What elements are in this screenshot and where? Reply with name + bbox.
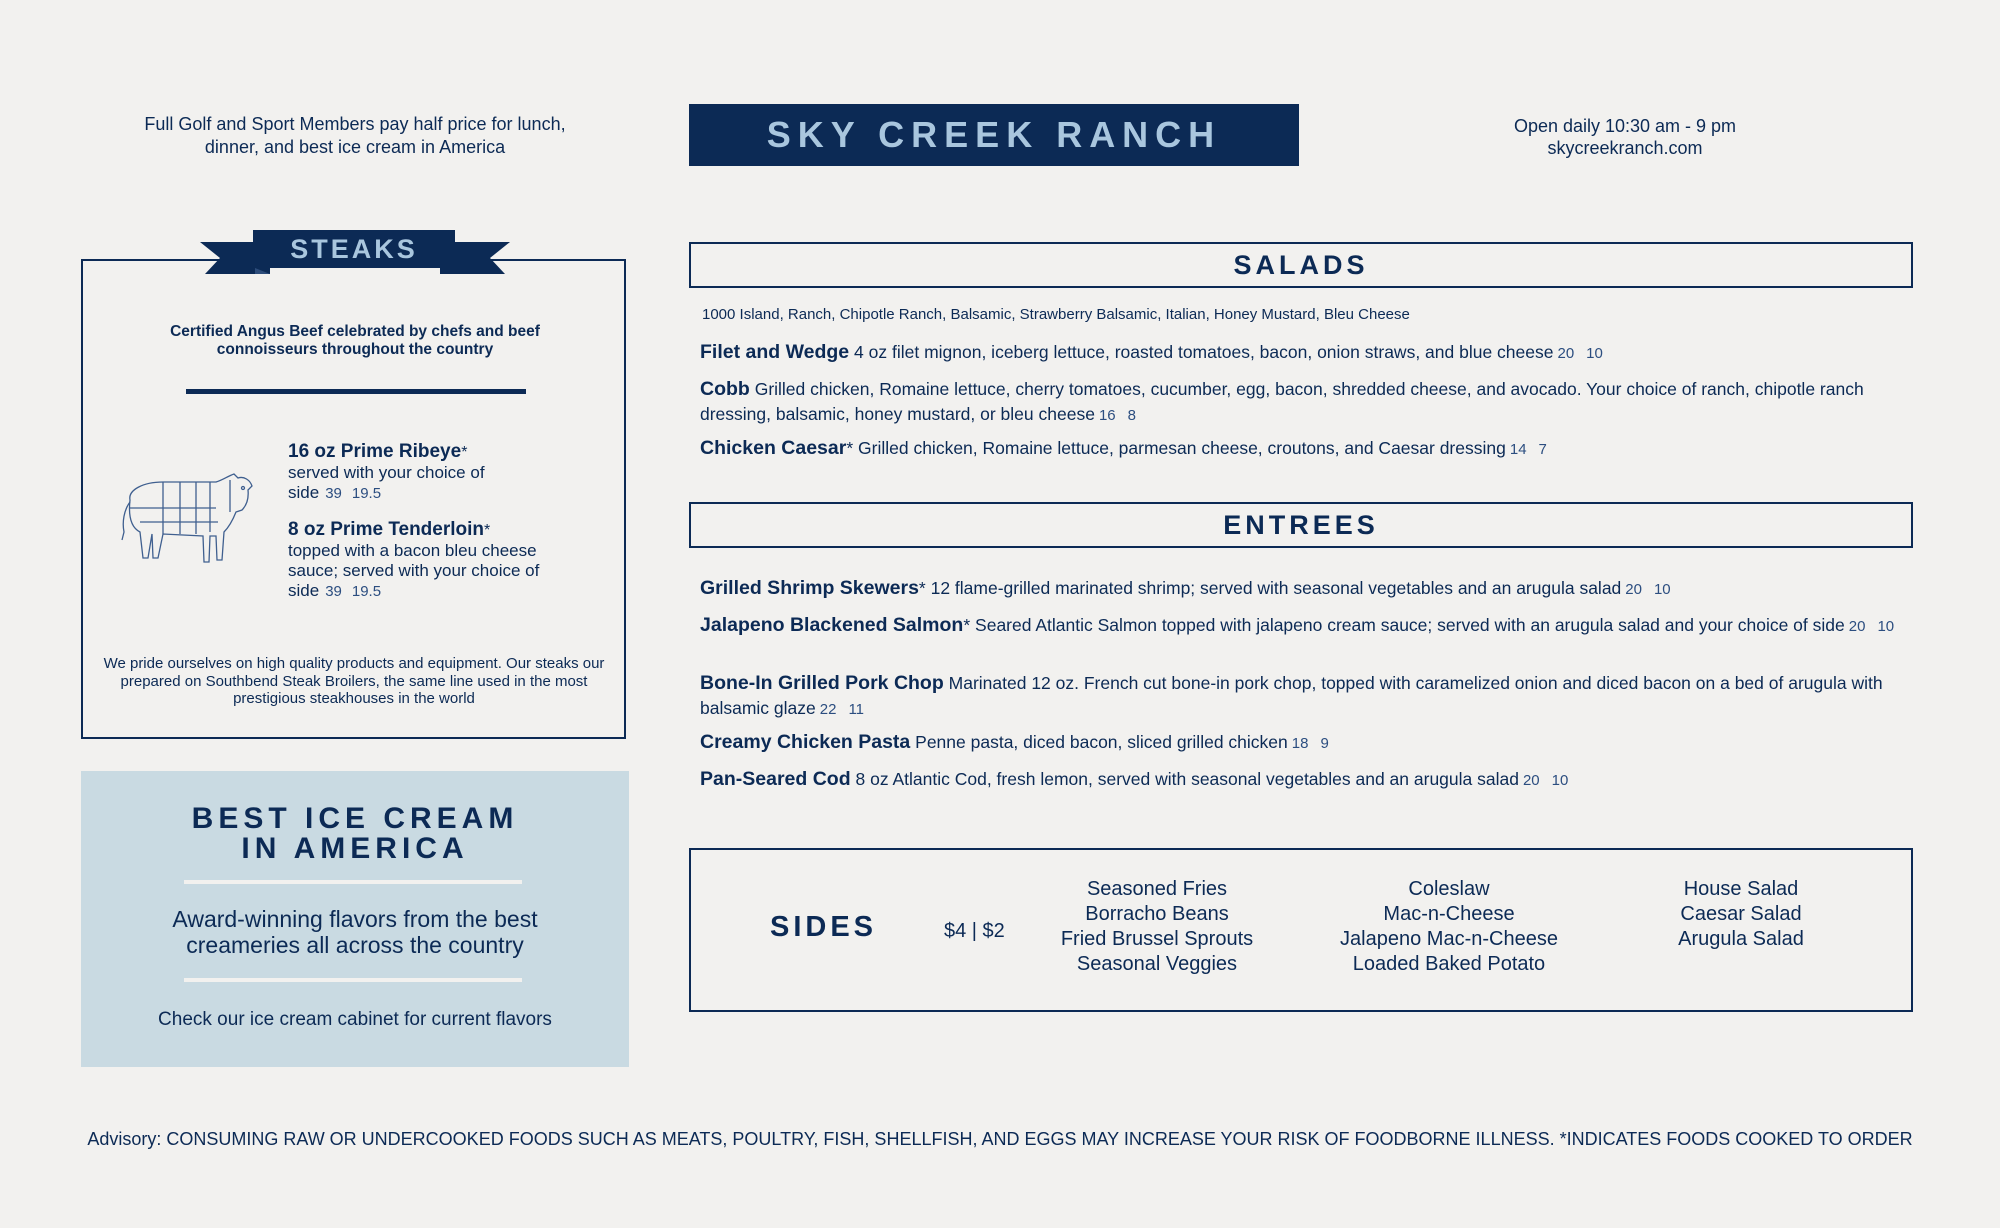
sides-column (1324, 877, 1574, 977)
price-half: 7 (1538, 441, 1547, 458)
item-desc: 8 oz Atlantic Cod, fresh lemon, served with seasonal vegetables and an arugula salad (855, 769, 1519, 789)
menu-item (700, 340, 1905, 366)
menu-item (700, 613, 1905, 639)
side-item: Arugula Salad (1678, 928, 1804, 950)
menu-item (288, 441, 578, 504)
item-name: Grilled Shrimp Skewers (700, 577, 919, 599)
item-name: Cobb (700, 378, 750, 400)
restaurant-title: SKY CREEK RANCH (766, 114, 1222, 155)
item-name: 16 oz Prime Ribeye (288, 441, 462, 462)
item-desc: Penne pasta, diced bacon, sliced grilled chicken (915, 732, 1288, 752)
item-name: Filet and Wedge (700, 341, 850, 363)
menu-item (700, 730, 1905, 756)
price-half: 11 (848, 701, 865, 718)
item-desc: 4 oz filet mignon, iceberg lettuce, roasted tomatoes, bacon, onion straws, and blue cheese (854, 342, 1554, 362)
price-full: 39 (325, 583, 342, 600)
item-name: Bone-In Grilled Pork Chop (700, 672, 944, 694)
food-advisory: Advisory: CONSUMING RAW OR UNDERCOOKED FOODS SUCH AS MEATS, POULTRY, FISH, SHELLFISH, AND EGGS MAY INCREASE YOUR RISK OF FOODBORNE ILLNESS. *INDICATES FOODS COOKED TO ORDER (87, 1129, 1913, 1149)
menu-item (288, 519, 578, 602)
steaks-heading: STEAKS (253, 230, 455, 268)
price-half: 10 (1551, 772, 1569, 789)
steaks-certified-note: Certified Angus Beef celebrated by chefs and beef connoisseurs throughout the country (170, 323, 540, 358)
price-half: 9 (1320, 735, 1329, 752)
side-item: Loaded Baked Potato (1352, 953, 1546, 975)
divider (186, 389, 526, 394)
item-name: Creamy Chicken Pasta (700, 731, 911, 753)
side-item: Borracho Beans (1085, 903, 1229, 925)
side-item: Jalapeno Mac-n-Cheese (1340, 928, 1558, 950)
menu-item (700, 671, 1905, 722)
side-item: Fried Brussel Sprouts (1060, 928, 1254, 950)
hours-block (1430, 115, 1820, 159)
cooked-to-order-mark: * (846, 438, 854, 458)
sides-column (1616, 877, 1866, 952)
item-desc: served with your choice of side (288, 463, 485, 502)
price-half: 10 (1653, 581, 1671, 598)
item-name: Pan-Seared Cod (700, 768, 851, 790)
menu-item (700, 576, 1905, 602)
price-half: 10 (1877, 618, 1895, 635)
website-link[interactable]: skycreekranch.com (1547, 138, 1703, 158)
section-title: SALADS (1233, 249, 1369, 280)
menu-item (700, 377, 1905, 428)
side-item: Mac-n-Cheese (1383, 903, 1515, 925)
sides-heading: SIDES (770, 911, 878, 943)
price-full: 20 (1625, 581, 1642, 598)
price-half: 19.5 (351, 583, 382, 600)
side-item: House Salad (1683, 878, 1799, 900)
side-item: Seasoned Fries (1086, 878, 1228, 900)
item-name: 8 oz Prime Tenderloin (288, 519, 485, 540)
title-line: BEST ICE CREAM (191, 802, 519, 835)
entrees-header (689, 502, 1913, 548)
title-line: IN AMERICA (241, 832, 469, 865)
sides-column (1032, 877, 1282, 977)
price-half: 19.5 (351, 485, 382, 502)
item-desc: Grilled chicken, Romaine lettuce, cherry tomatoes, cucumber, egg, bacon, shredded cheese, and avocado. Your choice of ranch, chipotle ranch dressing, balsamic, honey mustard, or bleu cheese (700, 379, 1864, 424)
cooked-to-order-mark: * (484, 522, 491, 539)
cooked-to-order-mark: * (963, 615, 971, 635)
item-desc: Marinated 12 oz. French cut bone-in pork chop, topped with caramelized onion and diced bacon on a bed of arugula with balsamic glaze (700, 673, 1883, 718)
section-title: ENTREES (1223, 509, 1379, 540)
side-item: Coleslaw (1408, 878, 1490, 900)
side-item: Caesar Salad (1680, 903, 1802, 925)
cooked-to-order-mark: * (918, 578, 926, 598)
price-full: 39 (325, 485, 342, 502)
item-name: Jalapeno Blackened Salmon (700, 614, 964, 636)
item-desc: topped with a bacon bleu cheese sauce; served with your choice of side (288, 541, 540, 600)
cow-cuts-icon (118, 470, 258, 570)
ice-cream-footer: Check our ice cream cabinet for current flavors (158, 1009, 552, 1030)
price-full: 20 (1848, 618, 1866, 635)
side-item: Seasonal Veggies (1076, 953, 1238, 975)
ice-cream-title (81, 804, 629, 864)
salads-header (689, 242, 1913, 288)
item-name: Chicken Caesar (700, 437, 847, 459)
title-banner (689, 104, 1299, 166)
ice-cream-desc: Award-winning flavors from the best creameries all across the country (172, 906, 538, 958)
price-full: 16 (1098, 407, 1116, 424)
item-desc: 12 flame-grilled marinated shrimp; served with seasonal vegetables and an arugula salad (930, 578, 1622, 598)
price-full: 18 (1291, 735, 1309, 752)
member-note: Full Golf and Sport Members pay half price for lunch, dinner, and best ice cream in America (144, 114, 566, 157)
price-full: 20 (1557, 345, 1575, 362)
cooked-to-order-mark: * (461, 444, 468, 461)
price-full: 14 (1509, 441, 1527, 458)
menu-item (700, 436, 1905, 462)
price-full: 20 (1522, 772, 1540, 789)
item-desc: Grilled chicken, Romaine lettuce, parmesan cheese, croutons, and Caesar dressing (858, 438, 1506, 458)
steaks-footer: We pride ourselves on high quality products and equipment. Our steaks our prepared on Southbend Steak Broilers, the same line used in the most prestigious steakhouses in the world (103, 655, 605, 707)
divider (184, 880, 522, 884)
price-half: 10 (1586, 345, 1603, 362)
divider (184, 978, 522, 982)
sides-price: $4 | $2 (944, 920, 1005, 942)
price-full: 22 (819, 701, 837, 718)
price-half: 8 (1127, 407, 1136, 424)
menu-item (700, 767, 1905, 793)
opening-hours: Open daily 10:30 am - 9 pm (1513, 116, 1737, 136)
item-desc: Seared Atlantic Salmon topped with jalapeno cream sauce; served with an arugula salad and your choice of side (975, 615, 1845, 635)
dressing-list: 1000 Island, Ranch, Chipotle Ranch, Balsamic, Strawberry Balsamic, Italian, Honey Mustard, Bleu Cheese (702, 306, 1410, 323)
